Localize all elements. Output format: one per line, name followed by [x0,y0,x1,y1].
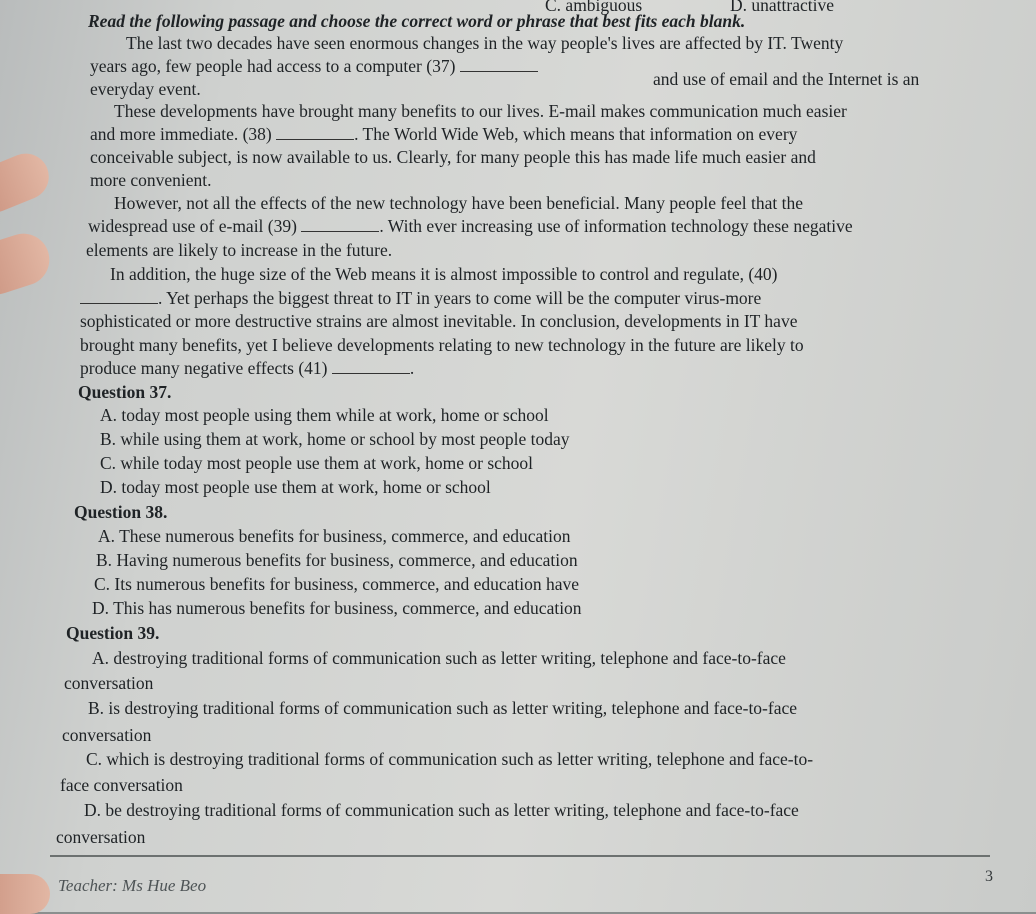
question-39-option-d-cont[interactable]: conversation [56,827,146,847]
finger [0,874,50,914]
passage-line: These developments have brought many benefits to our lives. E-mail makes communication much easier [114,101,847,121]
passage-line: brought many benefits, yet I believe developments relating to new technology in the future are likely to [80,335,804,355]
finger [0,227,56,301]
question-37-option-d[interactable]: D. today most people use them at work, home or school [100,477,491,497]
question-39-option-b[interactable]: B. is destroying traditional forms of communication such as letter writing, telephone and face-to-face [88,698,798,718]
question-37-option-c[interactable]: C. while today most people use them at work, home or school [100,453,534,473]
question-38-option-c[interactable]: C. Its numerous benefits for business, commerce, and education have [94,574,580,594]
question-39-option-c-cont[interactable]: face conversation [60,775,183,795]
option-d-previous: D. unattractive [730,0,834,15]
blank-38 [276,124,354,140]
passage-line: conceivable subject, is now available to us. Clearly, for many people this has made life much easier and [90,147,816,167]
question-37-title: Question 37. [78,382,172,402]
question-38-option-d[interactable]: D. This has numerous benefits for business, commerce, and education [92,598,582,618]
blank-37 [460,56,538,72]
question-39-option-a-cont[interactable]: conversation [64,673,154,693]
passage-line: widespread use of e-mail (39) . With ever increasing use of information technology these negative [88,216,853,236]
passage-line: years ago, few people had access to a computer (37) [90,55,538,77]
question-39-option-b-cont[interactable]: conversation [62,725,152,745]
blank-40 [80,288,158,304]
teacher-credit: Teacher: Ms Hue Beo [58,876,207,895]
passage-line: . Yet perhaps the biggest threat to IT in years to come will be the computer virus-more [80,287,761,309]
question-39-option-a[interactable]: A. destroying traditional forms of communication such as letter writing, telephone and face-to-face [92,648,786,668]
question-39-option-c[interactable]: C. which is destroying traditional forms of communication such as letter writing, telephone and face-to- [86,749,814,769]
footer-divider [50,855,990,857]
passage-line: produce many negative effects (41) . [80,358,415,378]
question-38-option-a[interactable]: A. These numerous benefits for business, commerce, and education [98,526,571,546]
question-37-option-a[interactable]: A. today most people using them while at work, home or school [100,405,549,425]
question-39-option-d[interactable]: D. be destroying traditional forms of communication such as letter writing, telephone and face-to-face [84,800,799,820]
question-38-option-b[interactable]: B. Having numerous benefits for business, commerce, and education [96,550,578,570]
option-c-previous: C. ambiguous [545,0,643,15]
question-37-option-b[interactable]: B. while using them at work, home or school by most people today [100,429,570,449]
passage-line: more convenient. [90,170,212,190]
question-39-title: Question 39. [66,623,160,643]
passage-line: and more immediate. (38) . The World Wide Web, which means that information on every [90,124,798,144]
passage-line: However, not all the effects of the new technology have been beneficial. Many people feel that the [114,193,803,213]
question-38-title: Question 38. [74,502,168,522]
instruction: Read the following passage and choose the correct word or phrase that best fits each blank. [88,11,746,31]
passage-line: elements are likely to increase in the future. [86,240,393,260]
passage-line: In addition, the huge size of the Web means it is almost impossible to control and regulate, (40) [110,264,778,284]
passage-line: and use of email and the Internet is an [653,69,920,89]
blank-39 [301,216,379,232]
finger [0,147,56,220]
blank-41 [332,358,410,374]
page-number: 3 [985,868,993,885]
passage-line: everyday event. [90,79,201,99]
passage-line: sophisticated or more destructive strains are almost inevitable. In conclusion, developments in IT have [80,311,798,331]
passage-line: The last two decades have seen enormous changes in the way people's lives are affected by IT. Twenty [126,33,844,53]
